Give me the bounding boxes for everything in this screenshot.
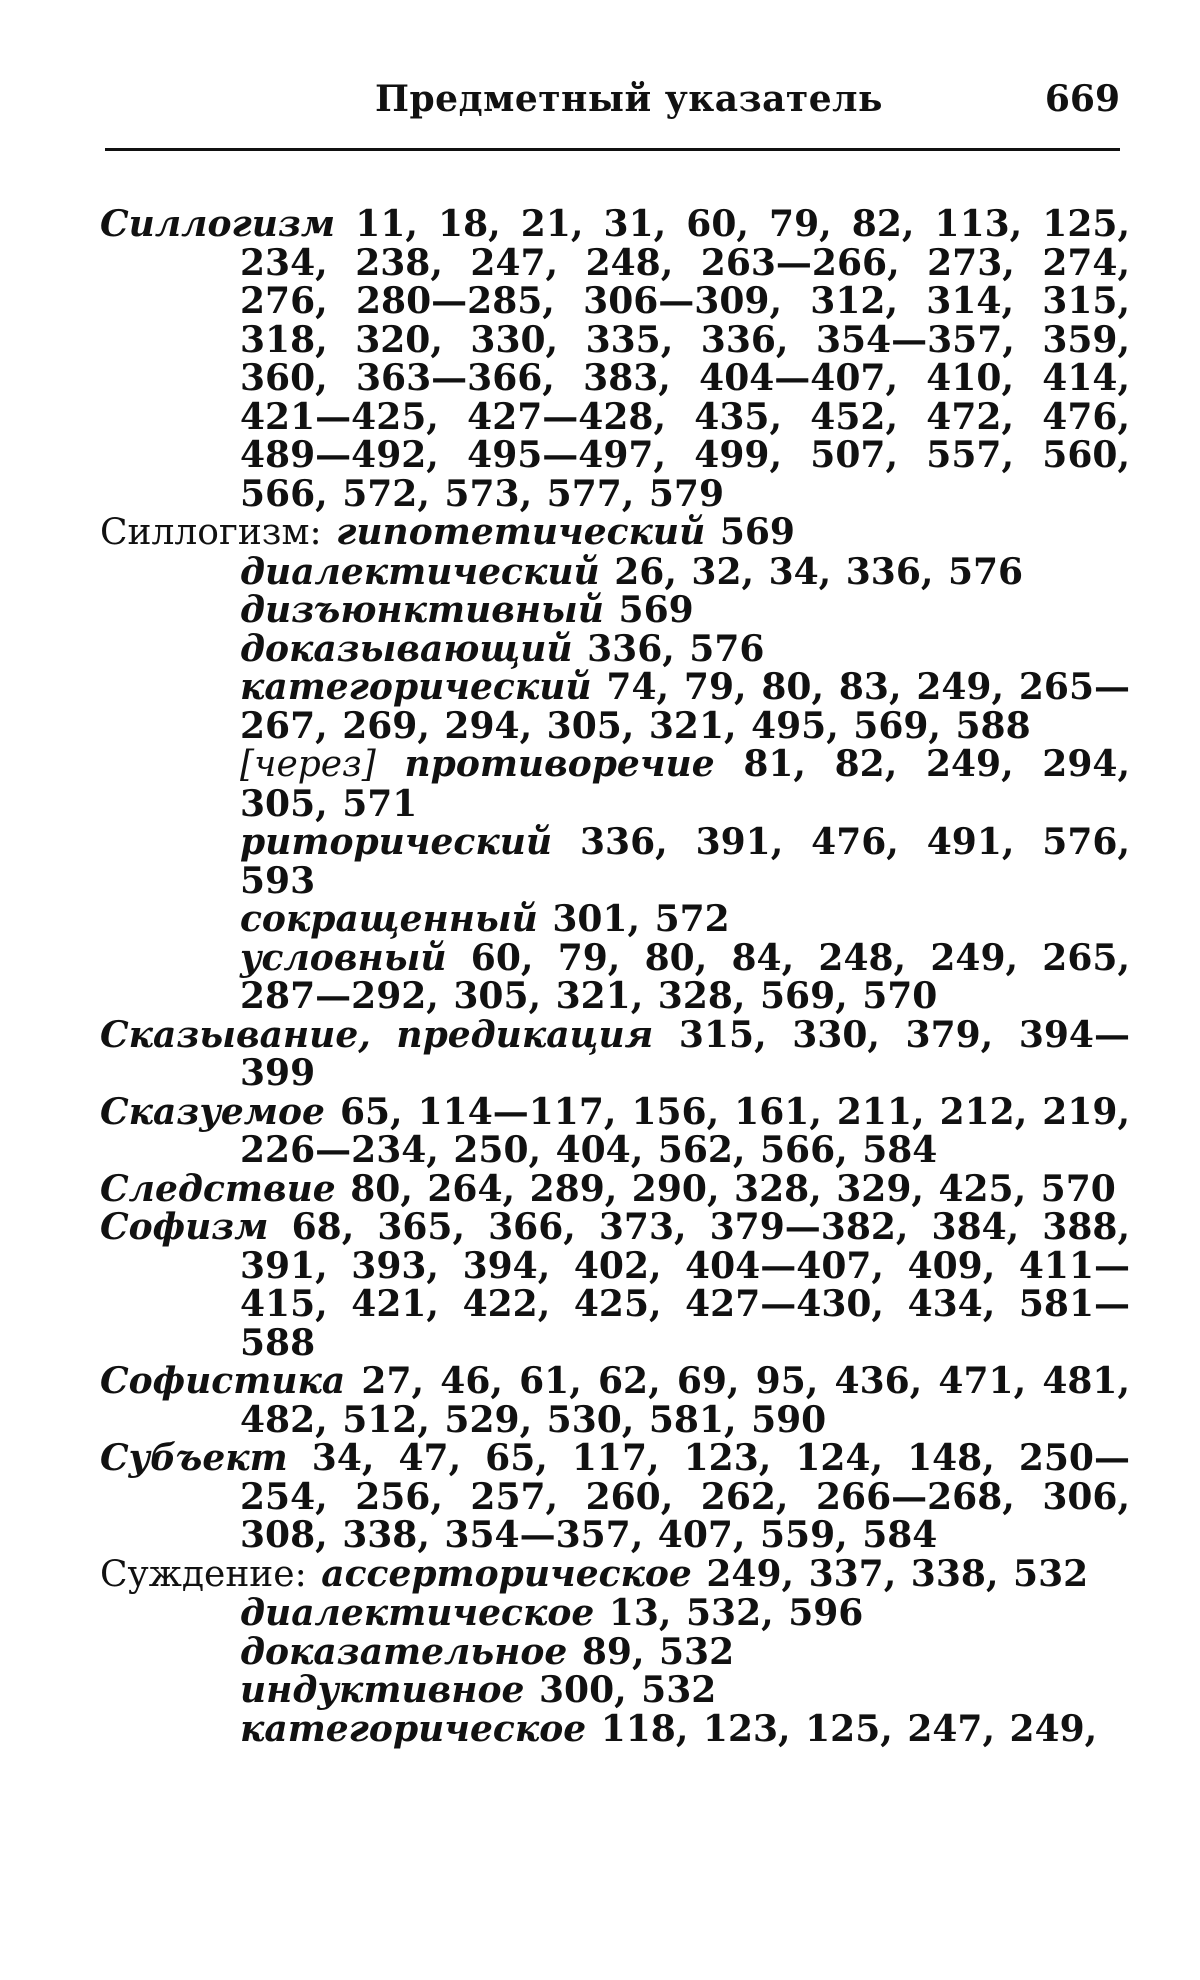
index-entry	[100, 1013, 1130, 1094]
page-refs: 27, 46, 61, 62, 69, 95, 436, 471, 481, 482, 512, 529, 530, 581, 590	[240, 1360, 1130, 1441]
page-refs: 569	[618, 589, 694, 631]
index-head: Суждение:	[100, 1553, 307, 1595]
index-term: Софизм	[100, 1206, 269, 1248]
index-subentry	[100, 1707, 1130, 1750]
page-refs: 301, 572	[552, 898, 730, 940]
header-rule	[105, 148, 1120, 151]
page-refs: 68, 365, 366, 373, 379—382, 384, 388, 391, 393, 394, 402, 404—407, 409, 411—415, 421, 422, 425, 427—430, 434, 581—588	[240, 1206, 1130, 1364]
page-refs: 118, 123, 125, 247, 249,	[600, 1707, 1098, 1750]
page-refs: 11, 18, 21, 31, 60, 79, 82, 113, 125, 234, 238, 247, 248, 263—266, 273, 274, 276, 280—285, 306—309, 312, 314, 315, 318, 320, 330, 335, 336, 354—357, 359, 360, 363—366, 383, 404—407, 410, 414, 421—425, 427—428, 435, 452, 472, 476, 489—492, 495—497, 499, 507, 557, 560, 566, 572, 573, 577, 579	[240, 203, 1130, 515]
index-subentry	[100, 627, 1130, 670]
page-refs: 336, 391, 476, 491, 576, 593	[240, 821, 1130, 902]
page-refs: 81, 82, 249, 294, 305, 571	[240, 743, 1130, 825]
index-entry	[100, 1208, 1130, 1362]
index-subentry	[100, 1594, 1130, 1633]
index-subterm: противоречие	[404, 743, 715, 785]
index-subterm: категорическое	[240, 1707, 587, 1750]
index-entry	[100, 1167, 1130, 1210]
index-term: Сказывание, предикация	[100, 1013, 654, 1056]
index-subterm: дизъюнктивный	[240, 589, 604, 631]
page-refs: 34, 47, 65, 117, 123, 124, 148, 250—254, 256, 257, 260, 262, 266—268, 306, 308, 338, 354—357, 407, 559, 584	[240, 1437, 1130, 1556]
index-subterm: ассерторическое	[321, 1552, 692, 1595]
index-subterm: условный	[240, 936, 447, 979]
index-subentry	[100, 900, 1130, 939]
index-subterm: риторический	[240, 821, 553, 863]
index-subentry	[100, 550, 1130, 593]
page-refs: 89, 532	[581, 1630, 735, 1673]
index-entry	[100, 1552, 1130, 1595]
index-subentry	[100, 936, 1130, 1017]
index-subterm: диалектическое	[240, 1592, 595, 1634]
index-subterm: гипотетический	[336, 511, 706, 553]
index-subterm: категорический	[240, 666, 592, 708]
index-subterm: доказывающий	[240, 627, 573, 670]
page-refs: 26, 32, 34, 336, 576	[614, 550, 1024, 593]
index-term: Следствие	[100, 1167, 336, 1210]
index-subentry	[100, 668, 1130, 745]
index-entry	[100, 1439, 1130, 1555]
running-title: Предметный указатель	[375, 78, 883, 120]
index-head: Силлогизм:	[100, 512, 322, 553]
index-subterm: диалектический	[240, 550, 600, 593]
index-entry	[100, 1362, 1130, 1439]
page-refs: 249, 337, 338, 532	[706, 1552, 1089, 1595]
page-refs: 60, 79, 80, 84, 248, 249, 265, 287—292, 305, 321, 328, 569, 570	[240, 936, 1130, 1017]
page-refs: 336, 576	[587, 627, 765, 670]
subject-index	[100, 205, 1130, 1748]
index-entry	[100, 513, 1130, 553]
index-term: Софистика	[100, 1360, 346, 1402]
index-subentry	[100, 1671, 1130, 1710]
page-refs: 65, 114—117, 156, 161, 211, 212, 219, 226—234, 250, 404, 562, 566, 584	[240, 1090, 1130, 1171]
index-subentry	[100, 745, 1130, 823]
index-subentry	[100, 591, 1130, 630]
index-subterm: индуктивное	[240, 1669, 525, 1711]
page-refs: 300, 532	[538, 1669, 717, 1711]
page-refs: 569	[719, 511, 795, 553]
index-term: Сказуемое	[100, 1090, 325, 1133]
index-subterm: сокращенный	[240, 898, 538, 940]
index-subentry	[100, 823, 1130, 900]
index-term: Субъект	[100, 1437, 288, 1479]
index-subterm: доказательное	[240, 1630, 568, 1673]
running-header	[105, 78, 1120, 138]
index-subterm-prefix: [через]	[240, 744, 376, 785]
page-refs: 13, 532, 596	[608, 1592, 864, 1634]
page-refs: 315, 330, 379, 394—399	[240, 1013, 1130, 1094]
index-subentry	[100, 1630, 1130, 1673]
page-number: 669	[1044, 78, 1120, 120]
index-entry	[100, 1090, 1130, 1171]
page-refs: 74, 79, 80, 83, 249, 265—267, 269, 294, 305, 321, 495, 569, 588	[240, 666, 1130, 747]
index-entry	[100, 205, 1130, 513]
page-refs: 80, 264, 289, 290, 328, 329, 425, 570	[350, 1167, 1116, 1210]
index-term: Силлогизм	[100, 203, 336, 245]
